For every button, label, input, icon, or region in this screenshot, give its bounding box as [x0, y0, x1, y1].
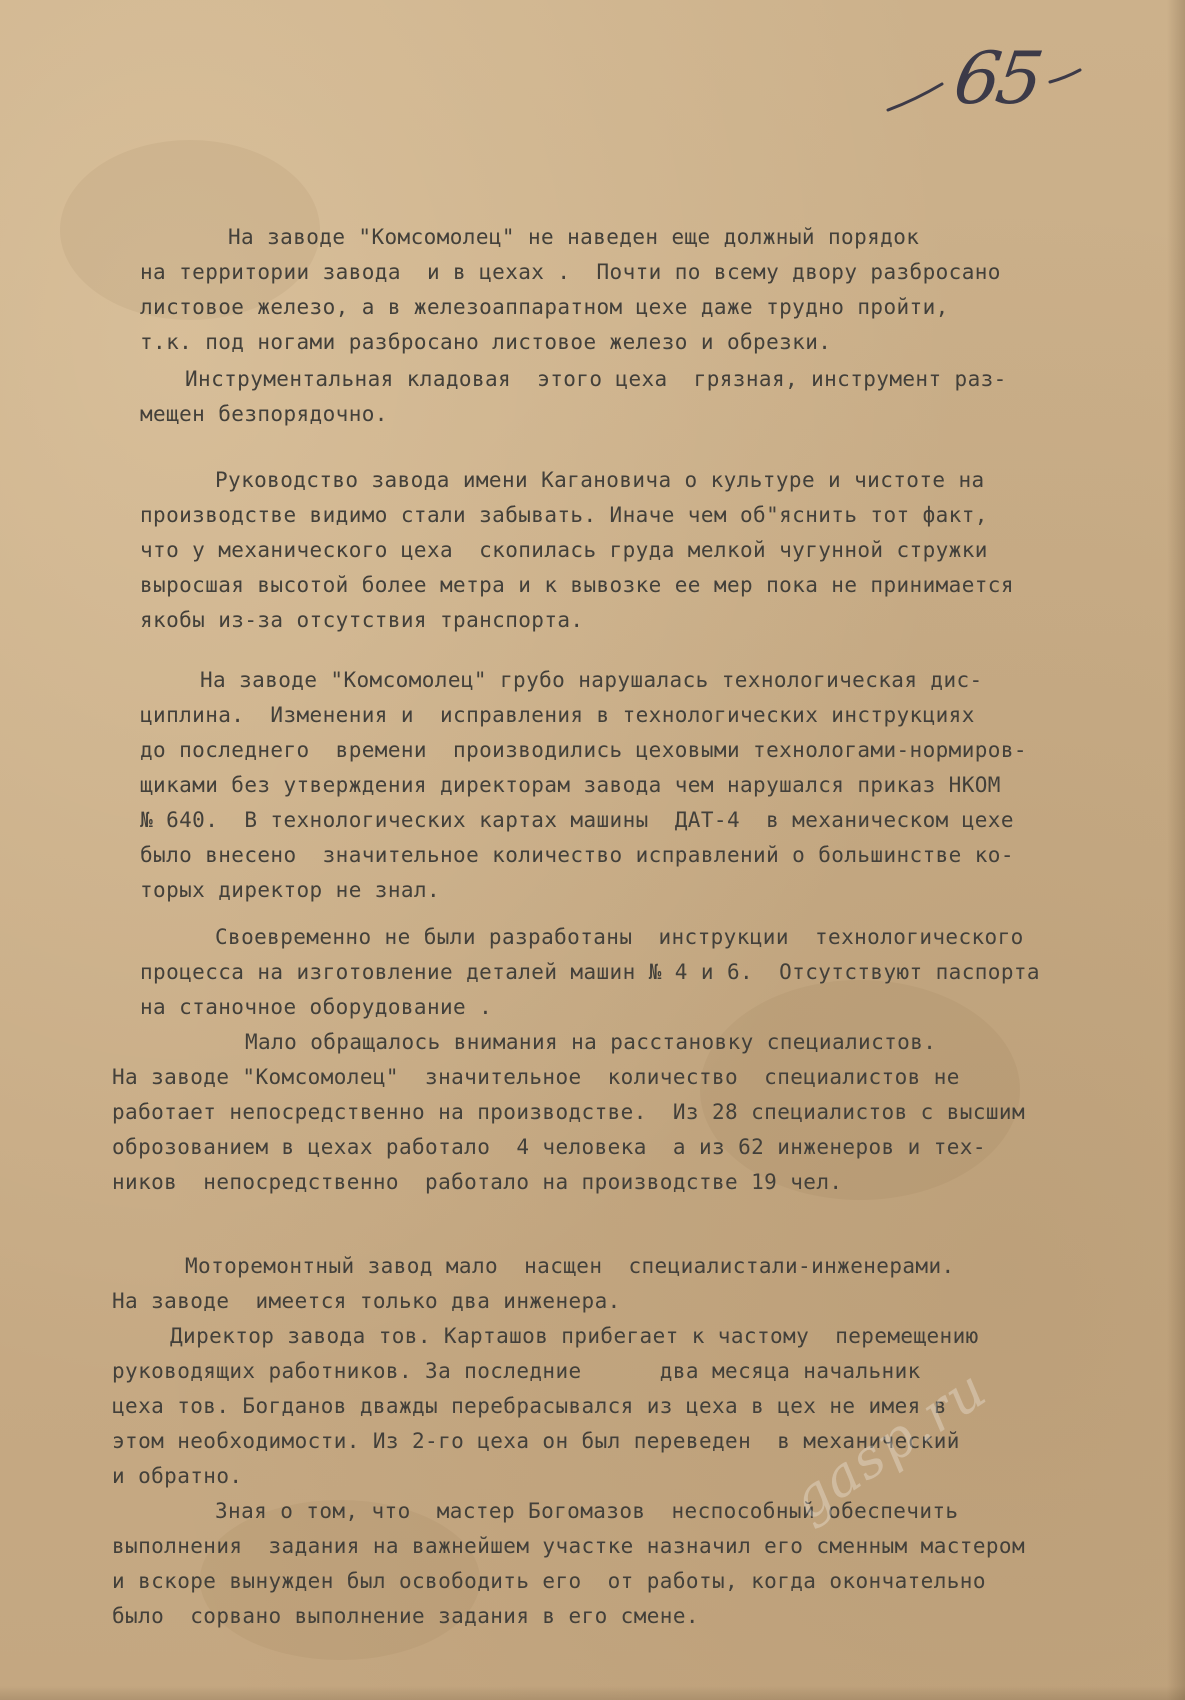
text-line: и вскоре вынужден был освободить его от работы, когда окончательно [112, 1569, 986, 1593]
text-line: оброзованием в цехах работало 4 человека а из 62 инженеров и тех- [112, 1135, 986, 1159]
text-line: т.к. под ногами разбросано листовое железо и обрезки. [140, 330, 832, 354]
text-line: якобы из-за отсутствия транспорта. [140, 608, 584, 632]
text-line: Моторемонтный завод мало насщен специалистали-инженерами. [185, 1254, 955, 1278]
text-line: и обратно. [112, 1464, 243, 1488]
text-line: Директор завода тов. Карташов прибегает к частому перемещению [170, 1324, 979, 1348]
text-line: выполнения задания на важнейшем участке назначил его сменным мастером [112, 1534, 1026, 1558]
text-line: № 640. В технологических картах машины ДАТ-4 в механическом цехе [140, 808, 1014, 832]
text-line: щиками без утверждения директорам завода чем нарушался приказ НКОМ [140, 773, 1001, 797]
text-line: на территории завода и в цехах . Почти по всему двору разбросано [140, 260, 1001, 284]
text-line: было сорвано выполнение задания в его смене. [112, 1604, 699, 1628]
text-line: на станочное оборудование . [140, 995, 493, 1019]
text-line: На заводе "Комсомолец" грубо нарушалась технологическая дис- [200, 668, 983, 692]
text-line: руководящих работников. За последние два месяца начальник [112, 1359, 921, 1383]
text-line: Зная о том, что мастер Богомазов неспособный обеспечить [215, 1499, 959, 1523]
text-line: этом необходимости. Из 2-го цеха он был переведен в механический [112, 1429, 960, 1453]
text-line: Инструментальная кладовая этого цеха грязная, инструмент раз- [185, 367, 1007, 391]
text-line: ников непосредственно работало на производстве 19 чел. [112, 1170, 843, 1194]
text-line: выросшая высотой более метра и к вывозке ее мер пока не принимается [140, 573, 1014, 597]
text-line: На заводе имеется только два инженера. [112, 1289, 621, 1313]
text-line: Своевременно не были разработаны инструкции технологического [215, 925, 1024, 949]
text-line: процесса на изготовление деталей машин № 4 и 6. Отсутствуют паспорта [140, 960, 1040, 984]
text-line: торых директор не знал. [140, 878, 440, 902]
text-line: листовое железо, а в железоаппаратном цехе даже трудно пройти, [140, 295, 949, 319]
text-line: На заводе "Комсомолец" значительное количество специалистов не [112, 1065, 960, 1089]
text-line: На заводе "Комсомолец" не наведен еще должный порядок [228, 225, 920, 249]
text-line: цеха тов. Богданов дважды перебрасывался из цеха в цех не имея в [112, 1394, 947, 1418]
text-line: до последнего времени производились цеховыми технологами-нормиров- [140, 738, 1027, 762]
text-line: работает непосредственно на производстве. Из 28 специалистов с высшим [112, 1100, 1026, 1124]
archive-watermark: gasp.ru [780, 1356, 999, 1533]
text-line: Мало обращалось внимания на расстановку специалистов. [245, 1030, 937, 1054]
text-line: что у механического цеха скопилась груда мелкой чугунной стружки [140, 538, 988, 562]
text-line: производстве видимо стали забывать. Иначе чем об"яснить тот факт, [140, 503, 988, 527]
text-line: циплина. Изменения и исправления в технологических инструкциях [140, 703, 975, 727]
text-line: Руководство завода имени Кагановича о культуре и чистоте на [215, 468, 985, 492]
text-line: было внесено значительное количество исправлений о большинстве ко- [140, 843, 1014, 867]
text-line: мещен безпорядочно. [140, 402, 388, 426]
page-number-text: 65 [949, 36, 1045, 120]
